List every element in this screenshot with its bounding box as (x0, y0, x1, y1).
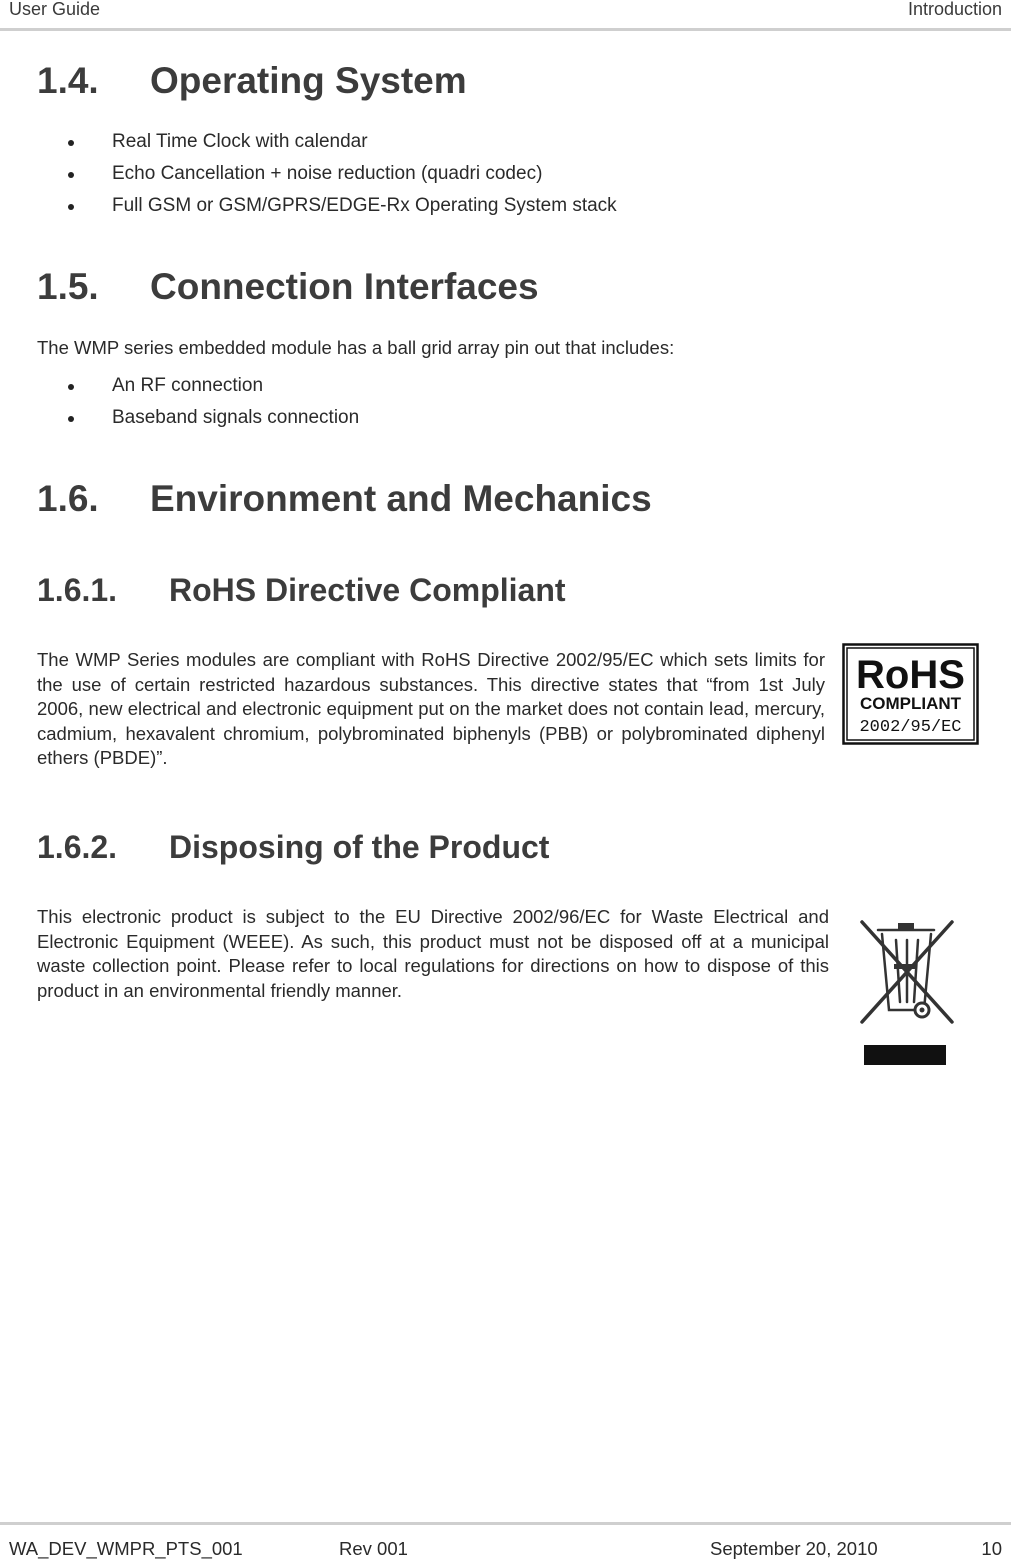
bullet-icon (68, 140, 74, 146)
heading-title: RoHS Directive Compliant (169, 572, 566, 608)
heading-connection-interfaces (37, 266, 539, 308)
heading-title: Environment and Mechanics (150, 478, 652, 519)
heading-number: 1.6.2. (37, 829, 118, 865)
list-item-text: An RF connection (112, 375, 264, 396)
heading-number: 1.6.1. (37, 572, 118, 608)
heading-disposing-product (37, 829, 549, 866)
heading-number: 1.4. (37, 60, 99, 101)
heading-number: 1.5. (37, 266, 99, 307)
bullet-icon (68, 204, 74, 210)
rohs-logo-title: RoHS (856, 653, 965, 697)
disposal-paragraph: This electronic product is subject to the EU Directive 2002/96/EC for Waste Electrical and Electronic Equipment (WEEE). As such, this product must not be disposed off at a municipal waste collection point. Please refer to local regulations for directions on how to dispose of this product in an environmental friendly manner. (37, 906, 829, 1001)
bullet-icon (68, 416, 74, 422)
footer-date: September 20, 2010 (710, 1538, 878, 1559)
connection-list (0, 375, 359, 439)
footer-doc-id: WA_DEV_WMPR_PTS_001 (9, 1538, 243, 1559)
list-item (0, 407, 359, 439)
rohs-paragraph: The WMP Series modules are compliant with RoHS Directive 2002/95/EC which sets limits for the use of certain restricted hazardous substances. This directive states that “from 1st July 2006, new electrical and electronic equipment put on the market does not contain lead, mercury, cadmium, hexavalent chromium, polybrominated biphenyls (PBB) or polybrominated diphenyl ethers (PBDE)”. (37, 649, 825, 768)
operating-system-list (0, 131, 617, 227)
header-right: Introduction (907, 0, 1002, 19)
rohs-logo-icon (842, 643, 979, 745)
rohs-logo-directive: 2002/95/EC (859, 718, 962, 737)
footer-divider (0, 1522, 1011, 1525)
header-left: User Guide (9, 0, 101, 19)
list-item-text: Full GSM or GSM/GPRS/EDGE-Rx Operating System stack (112, 195, 617, 216)
crossed-out-wheelie-bin-icon (852, 912, 962, 1070)
list-item-text: Baseband signals connection (112, 407, 360, 428)
bullet-icon (68, 172, 74, 178)
heading-title: Disposing of the Product (169, 829, 550, 865)
heading-number: 1.6. (37, 478, 99, 519)
list-item (0, 195, 617, 227)
header-divider (0, 28, 1011, 31)
bullet-icon (68, 384, 74, 390)
list-item-text: Echo Cancellation + noise reduction (quadri codec) (112, 163, 543, 184)
list-item (0, 163, 617, 195)
footer-revision: Rev 001 (339, 1538, 408, 1559)
heading-rohs-directive (37, 572, 566, 609)
list-item (0, 375, 359, 407)
connection-intro: The WMP series embedded module has a ball grid array pin out that includes: (37, 337, 675, 358)
heading-operating-system (37, 60, 467, 102)
heading-environment-mechanics (37, 478, 652, 520)
list-item-text: Real Time Clock with calendar (112, 131, 368, 152)
footer-page-number: 10 (981, 1538, 1002, 1559)
heading-title: Operating System (150, 60, 467, 101)
heading-title: Connection Interfaces (150, 266, 539, 307)
list-item (0, 131, 617, 163)
rohs-logo-subtitle: COMPLIANT (859, 694, 962, 713)
